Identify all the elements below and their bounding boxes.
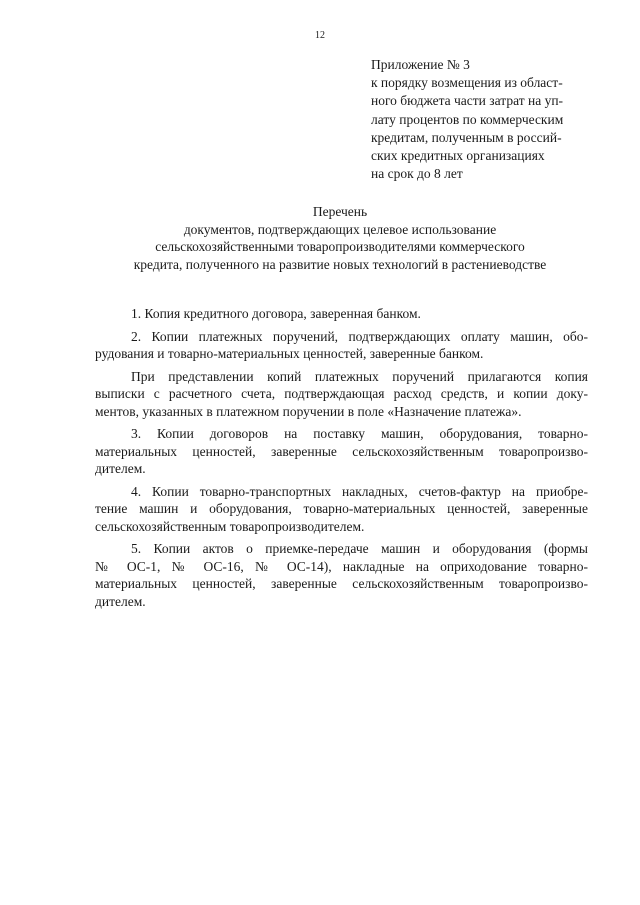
paragraph-line: 1. Копия кредитного договора, заверенная банком.: [131, 306, 421, 321]
title-line: Перечень: [312, 204, 368, 219]
paragraph-line: 4. Копии товарно-транспортных накладных, счетов-фактур на приобре-: [131, 483, 588, 499]
paragraph-item-4: [95, 483, 588, 536]
paragraph-line: ментов, указанных в платежном поручении в поле «Назначение платежа».: [95, 403, 522, 419]
appendix-line: лату процентов по коммерческим: [371, 111, 564, 127]
appendix-line: ного бюджета части затрат на уп-: [371, 93, 564, 109]
appendix-line: ских кредитных организациях: [371, 148, 545, 164]
paragraph-line: дителем.: [95, 461, 146, 476]
title-line: кредита, полученного на развитие новых технологий в растениеводстве: [133, 256, 547, 272]
appendix-header: [371, 56, 611, 183]
paragraph-note: [95, 368, 588, 421]
paragraph-item-3: [95, 425, 588, 478]
appendix-line: к порядку возмещения из област-: [371, 75, 563, 91]
paragraph-line: № ОС-1, № ОС-16, № ОС-14), накладные на оприходование товарно-: [95, 558, 588, 574]
paragraph-line: 5. Копии актов о приемке-передаче машин и оборудования (формы: [131, 541, 588, 556]
paragraph-line: выписки с расчетного счета, подтверждающая расход средств, и копии доку-: [95, 386, 588, 401]
paragraph-item-1: [95, 305, 588, 323]
paragraph-line: материальных ценностей, заверенные сельскохозяйственным товаропроизво-: [95, 576, 588, 591]
paragraph-item-2: [95, 328, 588, 363]
paragraph-line: 2. Копии платежных поручений, подтверждающих оплату машин, обо-: [131, 328, 588, 344]
paragraph-line: сельскохозяйственным товаропроизводителем.: [95, 518, 365, 534]
page-number: 12: [315, 30, 325, 41]
document-body: [95, 305, 588, 615]
paragraph-line: тение машин и оборудования, товарно-материальных ценностей, заверенные: [95, 501, 588, 516]
paragraph-line: материальных ценностей, заверенные сельскохозяйственным товаропроизво-: [95, 443, 588, 459]
paragraph-line: При представлении копий платежных поручений прилагаются копия: [131, 368, 588, 384]
paragraph-line: 3. Копии договоров на поставку машин, оборудования, товарно-: [131, 426, 588, 441]
appendix-line: Приложение № 3: [371, 57, 470, 72]
appendix-line: кредитам, полученным в россий-: [371, 129, 562, 145]
paragraph-item-5: [95, 540, 588, 610]
title-line: документов, подтверждающих целевое использование: [183, 221, 497, 237]
document-title: [80, 203, 600, 273]
title-line: сельскохозяйственными товаропроизводителями коммерческого: [155, 239, 525, 254]
appendix-line: на срок до 8 лет: [371, 166, 463, 182]
paragraph-line: дителем.: [95, 593, 146, 609]
paragraph-line: рудования и товарно-материальных ценностей, заверенные банком.: [95, 346, 484, 361]
